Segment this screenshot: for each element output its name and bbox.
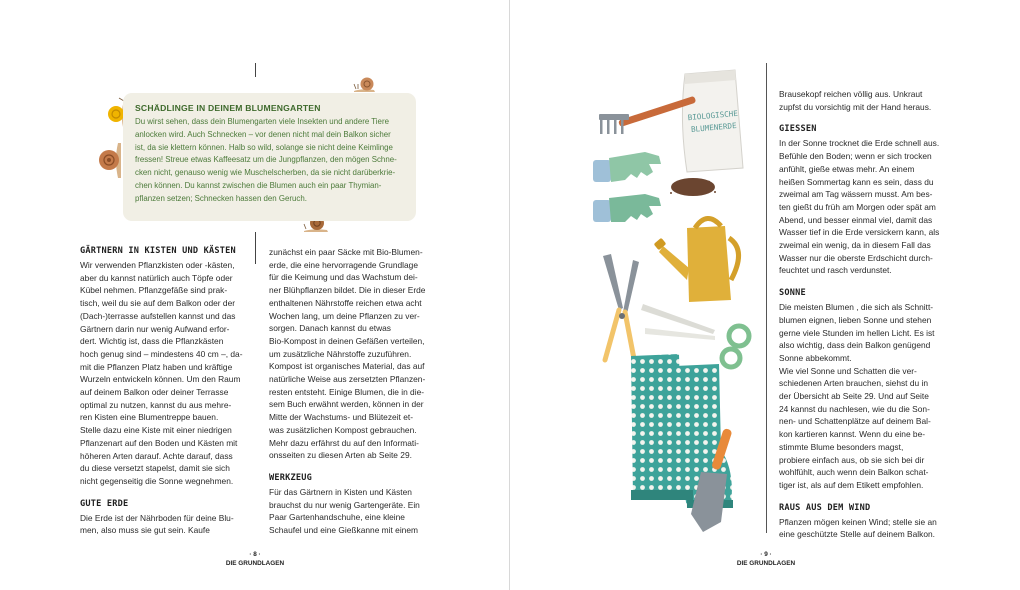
- left-column-2: [269, 246, 437, 537]
- body-text: Brausekopf reichen völlig aus. Unkraut zupfst du vorsichtig mit der Hand heraus.: [779, 89, 932, 112]
- page-footer-right: [706, 550, 826, 568]
- info-box-text: Du wirst sehen, dass dein Blumengarten viele Insekten und andere Tiere anlocken wird. Auch Schnecken – vor denen nicht mal dein Balkon sicher ist, da sie klettern können. Halb so wild, solange sie nicht deine Keimlinge fressen! Streue etwas Kaffeesatz um die Jungpflanzen, den mögen Schne- cken nicht, genauso wenig wie Muschelscherben, da sie nicht darüberkrie- chen können. Du kannst zwischen die Blumen auch ein paar Thymian- pflanzen setzen; Schnecken hassen den Geruch.: [135, 117, 397, 203]
- section-label: DIE GRUNDLAGEN: [225, 560, 285, 567]
- left-column-1: [80, 246, 248, 537]
- section-heading: SONNE: [779, 288, 806, 299]
- body-text: Pflanzen mögen keinen Wind; stelle sie an eine geschützte Stelle auf deinem Balkon.: [779, 516, 937, 540]
- section-heading: RAUS AUS DEM WIND: [779, 502, 871, 513]
- snail-icon: [352, 74, 378, 94]
- column-rule: [766, 63, 767, 533]
- body-text: In der Sonne trocknet die Erde schnell aus. Befühle den Boden; wenn er sich trocken anfühlt, gieße etwas mehr. An einem heißen Sommertag kann es sein, dass du zweimal am Tag wässern musst. Am bes- ten gießt du früh am Morgen oder spät am Abend, und besser einmal viel, damit das Wasser tief in die Erde versickern kann, als zweimal ein wenig, da in diesem Fall das Wasser nur die oberste Erdschicht durch- feuchtet und rasch verdunstet.: [779, 138, 940, 276]
- soil-bag-icon: [682, 70, 743, 172]
- info-box-title: SCHÄDLINGE IN DEINEM BLUMENGARTEN: [135, 103, 321, 113]
- top-rule-left: [255, 63, 256, 77]
- body-text: Wir verwenden Pflanzkisten oder -kästen, aber du kannst natürlich auch Töpfe oder Kübel nehmen. Pflanzgefäße sind prak- tisch, weil du sie auf dem Balkon oder der (Dach-)terrasse aufstellen kannst und das Gärtnern darin nur wenig Aufwand erfor- dert. Wichtig ist, dass die Pflanzkästen hoch genug sind – mindestens 40 cm –, da- mit die Pflanzen Platz haben und kräftige Wurzeln entwickeln können. Um den Raum auf deinem Balkon oder deiner Terrasse optimal zu nutzen, kannst du aus mehre- ren Kisten eine Blumentreppe bauen. Stelle dazu eine Kiste mit einer niedrigen Pflanzenart auf den Boden und Kästen mit höheren Arten darauf. Achte darauf, dass du diese versetzt stapelst, damit sie sich nicht gegenseitig die Sonne wegnehmen.: [80, 260, 243, 486]
- gardening-gloves-icon: [593, 152, 661, 222]
- section-label: DIE GRUNDLAGEN: [736, 560, 796, 567]
- pest-info-box: [123, 93, 416, 221]
- section-heading: GÄRTNERN IN KISTEN UND KÄSTEN: [80, 246, 236, 256]
- body-text: Für das Gärtnern in Kisten und Kästen brauchst du nur wenig Gartengeräte. Ein Paar Gartenhandschuhe, eine kleine Schaufel und eine Gießkanne mit einem: [269, 486, 420, 536]
- section-heading: GUTE ERDE: [80, 498, 129, 509]
- watering-can-icon: [654, 218, 739, 302]
- bag-label-line2: BLUMENERDE: [690, 121, 737, 134]
- body-text: Die meisten Blumen , die sich als Schnitt- blumen eignen, lieben Sonne und stehen gerne viele Stunden im hellen Licht. Es ist also wichtig, dass dein Balkon genügend Sonne abbekommt. Wie viel Sonne und Schatten die ver- schiedenen Arten brauchen, siehst du in der Übersicht ab Seite 29. Und auf Seite 24 kannst du nachlesen, wie du die Son- nen- und Schattenplätze auf deinem Bal- kon kartieren kannst. Wenn du eine be- stimmte Blume besonders magst, probiere einfach aus, ob sie sich bei dir wohlfühlt, auch wenn dein Balkon schat- tiger ist, als auf dem Etikett empfohlen.: [779, 302, 935, 490]
- rake-icon: [599, 96, 696, 134]
- page-footer-left: [195, 550, 315, 568]
- body-text: Die Erde ist der Nährboden für deine Blu- men, also muss sie gut sein. Kaufe: [80, 512, 234, 536]
- garden-tools-illustration: [575, 60, 760, 540]
- soil-pile-icon: [670, 178, 716, 196]
- page-number: · 9 ·: [760, 551, 772, 558]
- column-rule: [255, 232, 256, 264]
- snail-icon: [96, 140, 124, 180]
- body-text: zunächst ein paar Säcke mit Bio-Blumen- erde, die eine hervorragende Grundlage für die Keimung und das Wachstum dei- ner Blühpflanzen bildet. Die in dieser Erde enthaltenen Nährstoffe reichen etwa acht Wochen lang, um deine Pflanzen zu ver- sorgen. Danach kannst du etwas Bio-Kompost in deinen Gefäßen verteilen, um zusätzliche Nährstoffe zuzuführen. Kompost ist organisches Material, das auf natürliche Weise aus zersetzten Pflanzen- resten entsteht. Einige Blumen, die in die- sem Buch erwähnt werden, können in der Mitte der Wachstums- und Blütezeit et- was zusätzlichen Kompost gebrauchen. Mehr dazu erfährst du auf den Informati- onsseiten zu diesen Arten ab Seite 29.: [269, 247, 426, 461]
- section-heading: WERKZEUG: [269, 472, 312, 483]
- page-number: · 8 ·: [249, 551, 261, 558]
- right-column: [779, 88, 951, 541]
- bag-label-line1: BIOLOGISCHE: [687, 108, 739, 123]
- pruning-shears-icon: [603, 254, 639, 364]
- section-heading: GIESSEN: [779, 124, 817, 135]
